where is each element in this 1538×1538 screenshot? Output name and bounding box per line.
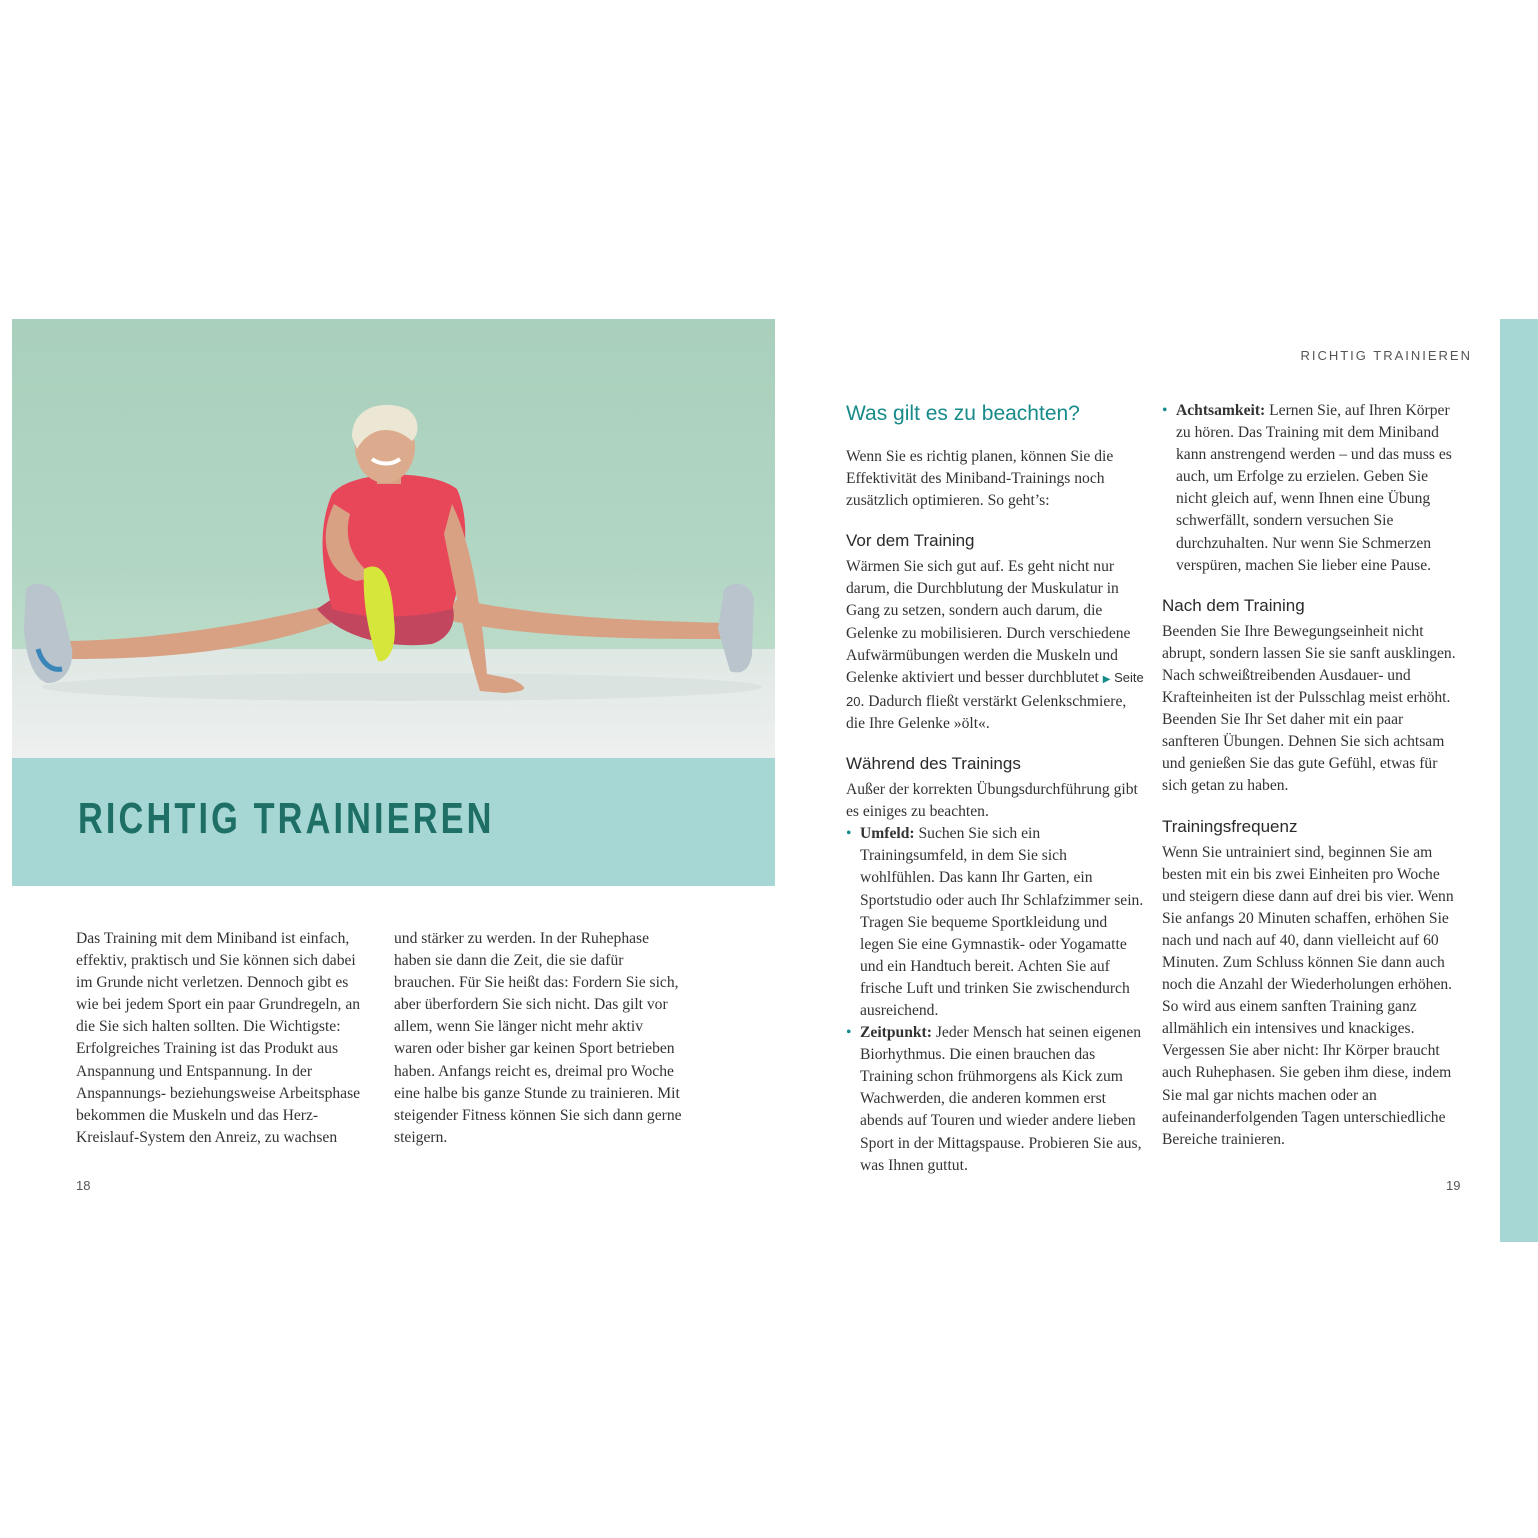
during-training-text: Außer der korrekten Übungsdurchführung gibt es einiges zu beachten. [846,781,1138,821]
list-item [846,823,1144,1022]
chapter-title: RICHTIG TRAINIEREN [78,794,495,843]
before-training-text-a: Wärmen Sie sich gut auf. Es geht nicht nur darum, die Durchblutung der Muskulatur in Gang zu setzen, sondern auch darum, die Gelenke zu mobilisieren. Durch verschiedene Aufwärmübungen werden die Muskeln und Gelenke aktiviert und besser durchblutet [846,558,1131,686]
list-item-term: Achtsamkeit: [1176,402,1266,419]
list-item-term: Zeitpunkt: [860,1024,932,1042]
chapter-side-strip [1500,319,1538,1242]
during-training-list-continued [1162,400,1460,577]
page-number-left: 18 [76,1178,91,1193]
list-item [1162,400,1460,577]
subheading-after-training: Nach dem Training [1162,595,1305,615]
right-column-1 [846,400,1144,1177]
intro-column-1 [76,928,372,1149]
before-training-text-b: . Dadurch fließt verstärkt Gelenkschmiere, die Ihre Gelenke »ölt«. [846,692,1127,732]
exercise-photo [12,319,775,758]
subheading-before-training: Vor dem Training [846,531,975,551]
chapter-title-band [12,758,775,886]
list-item-text: Suchen Sie sich ein Trainingsumfeld, in dem Sie sich wohlfühlen. Das kann Ihr Garten, ein Sportstudio oder auch Ihr Schlafzimmer sein. Tragen Sie bequeme Sportkleidung und legen Sie eine Gymnastik- oder Yogamatte und ein Handtuch bereit. Achten Sie auf frische Luft und trinken Sie zwischendurch ausreichend. [860,825,1144,1019]
page-number-right: 19 [1446,1178,1461,1193]
triangle-right-icon: ▶ [1102,673,1111,685]
before-training-text [846,556,1144,735]
during-training-list [846,823,1144,1177]
right-column-2 [1162,400,1460,1151]
list-item-text: Lernen Sie, auf Ihren Körper zu hören. Das Training mit dem Miniband kann anstrengend werden – und das muss es auch, um Erfolge zu erzielen. Geben Sie nicht gleich auf, wenn Ihnen eine Übung schwerfällt, sondern versuchen Sie durchzuhalten. Nur wenn Sie Schmerzen verspüren, machen Sie lieber eine Pause. [1176,402,1452,574]
section-heading: Was gilt es zu beachten? [846,402,1080,425]
intro-paragraph-1: Das Training mit dem Miniband ist einfach, effektiv, praktisch und Sie können sich dabei im Grunde nicht verletzen. Dennoch gibt es wie bei jedem Sport ein paar Grundregeln, an die Sie sich halten sollten. Die Wichtigste: Erfolgreiches Training ist das Produkt aus Anspannung und Entspannung. In der Anspannungs- beziehungsweise Arbeitsphase bekommen die Muskeln und das Herz-Kreislauf-System den Anreiz, zu wachsen [76,930,361,1146]
after-training-text: Beenden Sie Ihre Bewegungseinheit nicht abrupt, sondern lassen Sie sie sanft ausklingen. Nach schweißtreibenden Ausdauer- und Krafteinheiten ist der Pulsschlag meist erhöht. Beenden Sie Ihr Set daher mit ein paar sanfteren Übungen. Dehnen Sie sich achtsam und genießen Sie das gute Gefühl, etwas für sich getan zu haben. [1162,622,1456,795]
subheading-during-training: Während des Trainings [846,754,1021,774]
subheading-training-frequency: Trainingsfrequenz [1162,816,1298,836]
woman-doing-splits-illustration [12,319,775,758]
list-item [846,1022,1144,1177]
training-frequency-text: Wenn Sie untrainiert sind, beginnen Sie am besten mit ein bis zwei Einheiten pro Woche und steigern diese dann auf drei bis vier. Wenn Sie anfangs 20 Minuten schaffen, erhöhen Sie nach und nach auf 40, dann vielleicht auf 60 Minuten. Zum Schluss können Sie dann auch noch die Anzahl der Wiederholungen erhöhen. So wird aus einem sanften Training ganz allmählich ein intensives und knackiges. Vergessen Sie aber nicht: Ihr Körper braucht auch Ruhephasen. Sie geben ihm diese, indem Sie mal gar nichts machen oder an aufeinanderfolgenden Tagen unterschiedliche Bereiche trainieren. [1162,843,1454,1148]
list-item-text: Jeder Mensch hat seinen eigenen Biorhythmus. Die einen brauchen das Training schon frühmorgens als Kick zum Wachwerden, die anderen kommen erst abends auf Touren und wieder andere lieben Sport in der Mittagspause. Probieren Sie aus, was Ihnen guttut. [860,1024,1142,1174]
section-lead: Wenn Sie es richtig planen, können Sie die Effektivität des Miniband-Trainings noch zusätzlich optimieren. So geht’s: [846,448,1114,510]
running-head: RICHTIG TRAINIEREN [1300,348,1472,363]
page-reference-label: Seite 20 [846,669,1144,709]
intro-column-2 [394,928,684,1149]
list-item-term: Umfeld: [860,825,915,843]
intro-paragraph-2: und stärker zu werden. In der Ruhephase haben sie dann die Zeit, die sie dafür brauchen. Für Sie heißt das: Fordern Sie sich, aber überfordern Sie sich nicht. Das gilt vor allem, wenn Sie länger nicht mehr aktiv waren oder bisher gar keinen Sport betrieben haben. Anfangs reicht es, dreimal pro Woche eine halbe bis ganze Stunde zu trainieren. Mit steigender Fitness können Sie sich dann gerne steigern. [394,930,682,1146]
